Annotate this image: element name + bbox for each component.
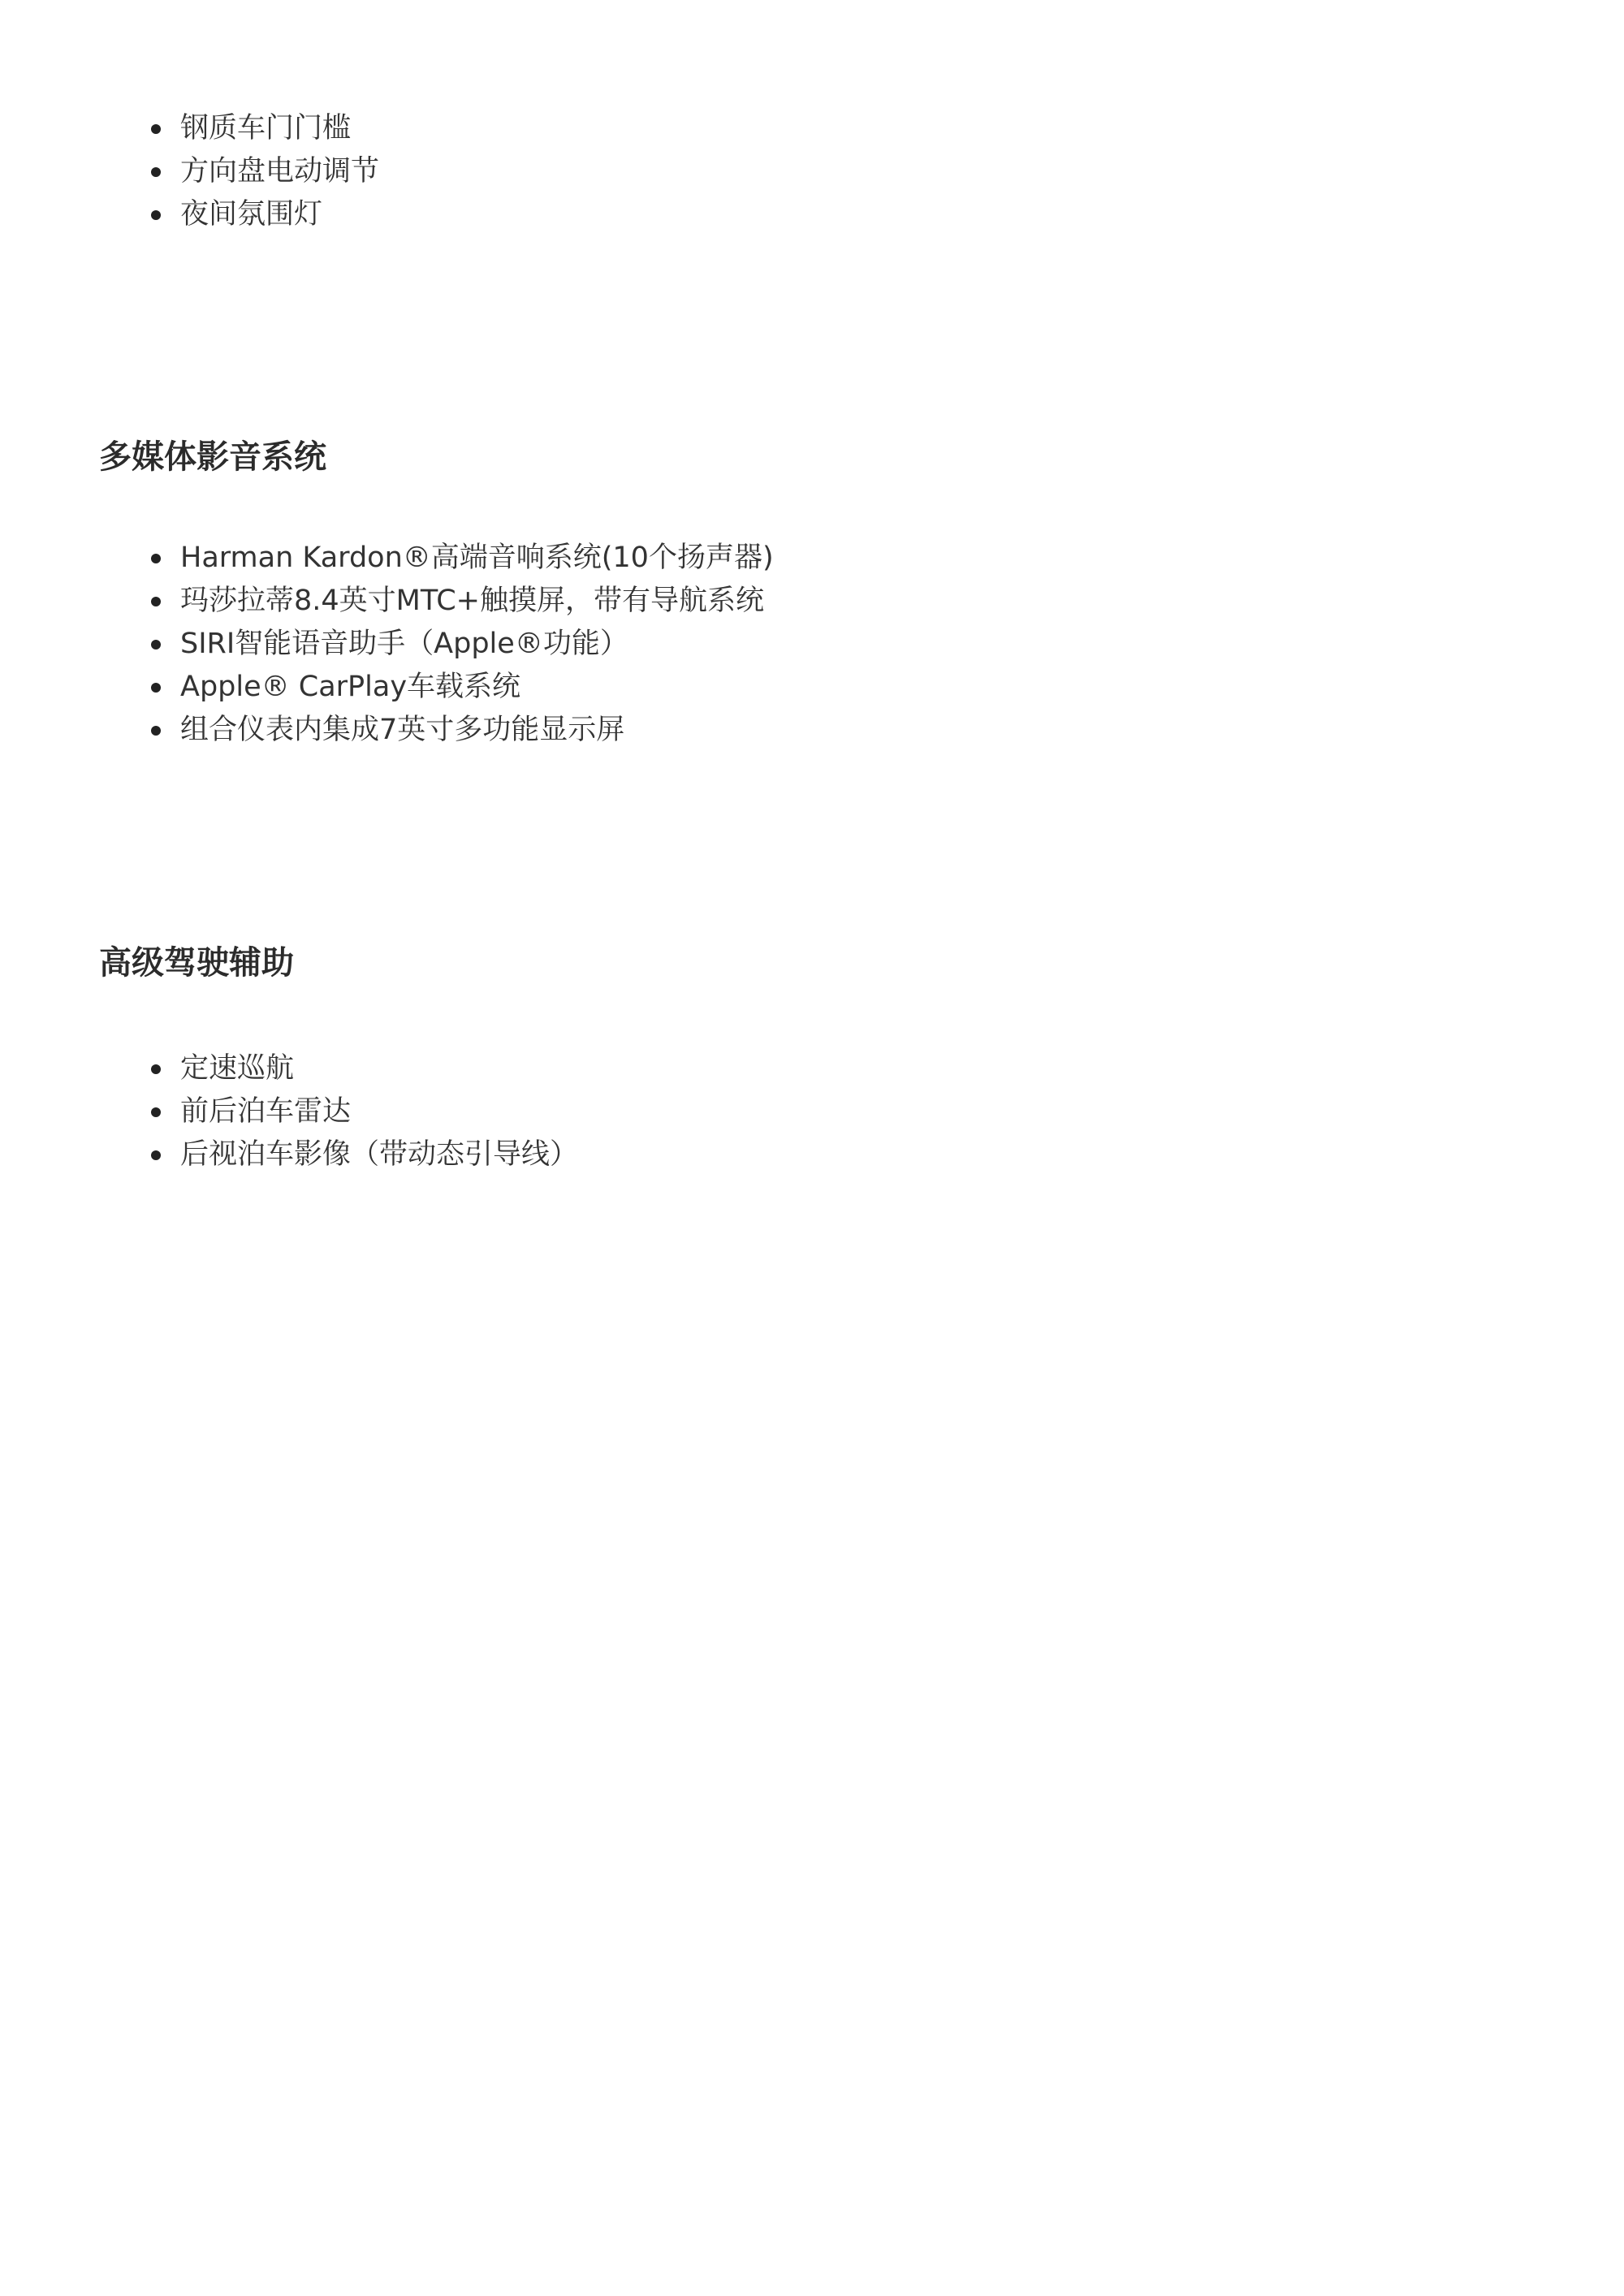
bullet-icon bbox=[151, 640, 161, 650]
bullet-icon bbox=[151, 683, 161, 693]
section-heading-multimedia: 多媒体影音系统 bbox=[99, 438, 326, 476]
bullet-icon bbox=[151, 597, 161, 606]
document-page: 钢质车门门槛 方向盘电动调节 夜间氛围灯 多媒体影音系统 Harman Kardon®高端音响系统(10个扬声器) 玛莎拉蒂8.4英寸MTC+触摸屏，带有导航系统 SIRI智能语音助手（Apple®功能） Apple® CarPlay车载系统 组合仪表内集成7英寸多功能显示屏 高级驾驶辅助 定速巡航 前后泊车雷达 后视泊车影像（带动态引导线） bbox=[0, 0, 1624, 2296]
section-heading-driver-assistance: 高级驾驶辅助 bbox=[99, 944, 294, 982]
bullet-icon bbox=[151, 1107, 161, 1117]
bullet-icon bbox=[151, 726, 161, 736]
bullet-icon bbox=[151, 124, 161, 134]
bullet-icon bbox=[151, 554, 161, 563]
bullet-icon bbox=[151, 167, 161, 177]
bullet-icon bbox=[151, 1064, 161, 1074]
bullet-icon bbox=[151, 1150, 161, 1160]
bullet-icon bbox=[151, 210, 161, 220]
